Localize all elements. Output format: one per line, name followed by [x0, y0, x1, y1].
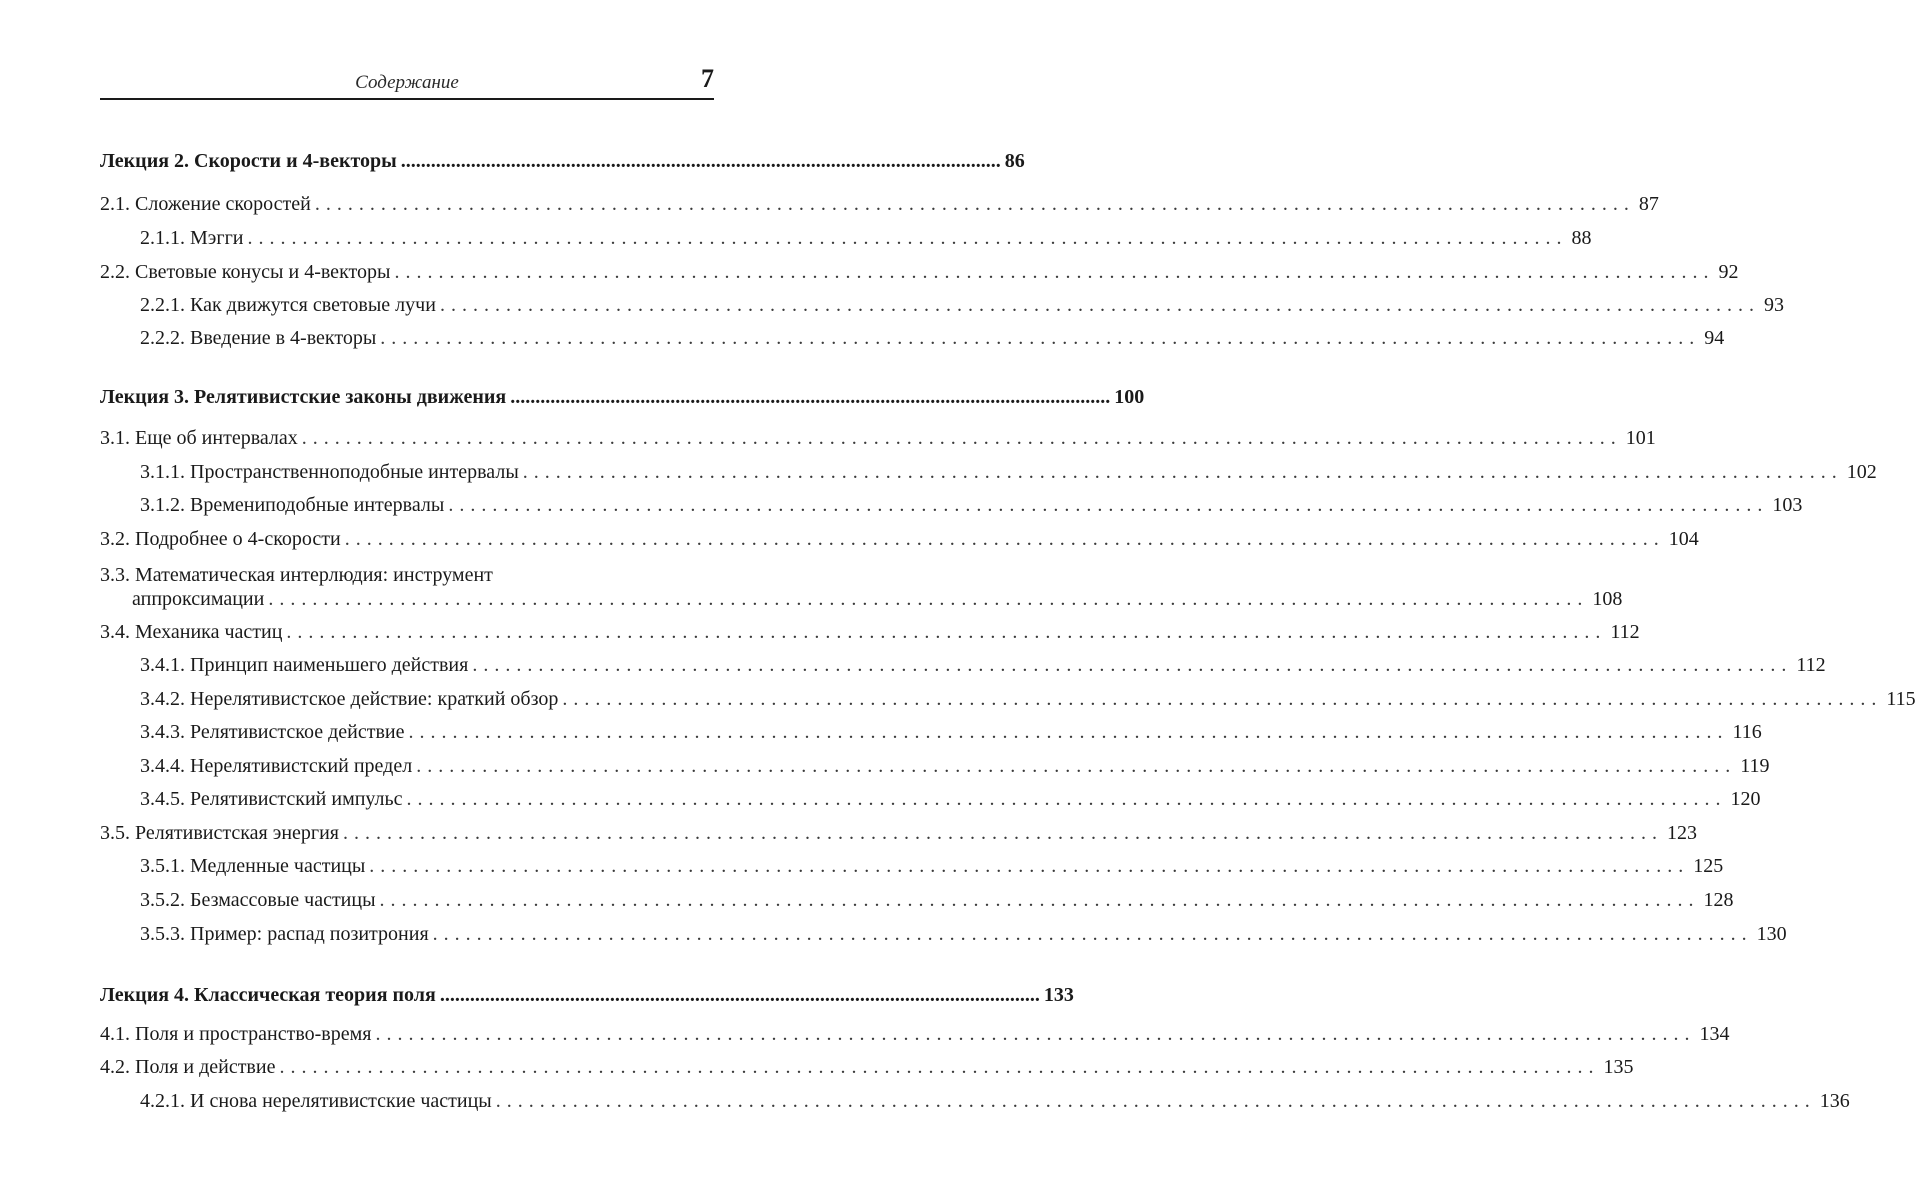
dot-leader: ........................................................................................................................ [522, 461, 1843, 483]
dot-leader: ........................................................................................................................ [380, 327, 1701, 349]
dot-leader: ........................................................................................................................ [279, 1056, 1600, 1078]
toc-page: 103 [1772, 494, 1803, 516]
dot-leader: ........................................................................................................................ [472, 654, 1793, 676]
toc-label: 3.4. Механика частиц [100, 621, 283, 643]
toc-page: 86 [1004, 150, 1025, 172]
toc-label: 3.5.2. Безмассовые частицы [140, 889, 376, 911]
toc-entry-wrapped-first-line[interactable]: 3.3. Математическая интерлюдия: инструмент [100, 564, 493, 586]
toc-entry[interactable] [140, 651, 1826, 679]
toc-page: 115 [1886, 688, 1916, 710]
toc-page: 104 [1668, 528, 1699, 550]
toc-page: 93 [1763, 294, 1784, 316]
dot-leader: ........................................................................................................................ [369, 855, 1690, 877]
dot-leader: ........................................................................................................................ [375, 1023, 1696, 1045]
toc-chapter-2[interactable] [100, 147, 1025, 175]
toc-label: 3.5.1. Медленные частицы [140, 855, 366, 877]
toc-label: 3.1.2. Времениподобные интервалы [140, 494, 445, 516]
toc-label: Лекция 2. Скорости и 4-векторы [100, 150, 397, 172]
toc-entry[interactable] [140, 718, 1762, 746]
toc-page: 130 [1756, 923, 1787, 945]
toc-label: 3.2. Подробнее о 4-скорости [100, 528, 341, 550]
toc-label: 2.1.1. Мэгги [140, 227, 244, 249]
dot-leader: ........................................................................................................................ [286, 621, 1607, 643]
dot-leader: ........................................................................................................................ [439, 294, 1760, 316]
toc-entry[interactable] [140, 1087, 1850, 1115]
dot-leader: ........................................................................................................................ [406, 788, 1727, 810]
dot-leader: ........................................................................................................................ [408, 721, 1729, 743]
dot-leader: ........................................................................................................................ [416, 755, 1737, 777]
toc-label: 3.4.1. Принцип наименьшего действия [140, 654, 469, 676]
toc-entry[interactable] [100, 258, 1739, 286]
toc-entry[interactable] [140, 785, 1761, 813]
toc-entry[interactable] [140, 920, 1787, 948]
toc-label: 3.4.4. Нерелятивистский предел [140, 755, 413, 777]
toc-entry[interactable] [100, 525, 1699, 553]
dot-leader: ........................................................................................................................ [394, 261, 1715, 283]
dot-leader: ........................................................................................................................ [432, 923, 1753, 945]
toc-label: 3.4.3. Релятивистское действие [140, 721, 405, 743]
dot-leader: ........................................................................................................................ [301, 427, 1622, 449]
toc-entry[interactable] [140, 291, 1784, 319]
dot-leader: ........................................................................................................................ [344, 528, 1665, 550]
toc-label: 2.2.1. Как движутся световые лучи [140, 294, 436, 316]
toc-page: 92 [1718, 261, 1739, 283]
toc-label: 3.5.3. Пример: распад позитрония [140, 923, 429, 945]
toc-label: 3.1.1. Пространственноподобные интервалы [140, 461, 519, 483]
toc-page: 112 [1796, 654, 1826, 676]
dot-leader: ........................................................................................................................ [379, 889, 1700, 911]
dot-leader: ........................................................................................................................ [510, 386, 1111, 408]
page-number: 7 [701, 64, 714, 93]
dot-leader: ........................................................................................................................ [439, 984, 1040, 1006]
toc-entry[interactable] [100, 585, 1623, 613]
header-title: Содержание [355, 72, 459, 93]
toc-page: 125 [1693, 855, 1724, 877]
toc-page: 102 [1846, 461, 1877, 483]
toc-label: Лекция 3. Релятивистские законы движения [100, 386, 507, 408]
toc-entry[interactable] [140, 491, 1803, 519]
toc-entry[interactable] [140, 324, 1725, 352]
toc-label: 4.2. Поля и действие [100, 1056, 276, 1078]
toc-page: 133 [1043, 984, 1074, 1006]
toc-entry[interactable] [100, 1020, 1730, 1048]
dot-leader: ........................................................................................................................ [247, 227, 1568, 249]
toc-page: 120 [1730, 788, 1761, 810]
dot-leader: ........................................................................................................................ [314, 193, 1635, 215]
toc-entry[interactable] [100, 424, 1656, 452]
toc-entry[interactable] [140, 224, 1592, 252]
toc-label: 2.2.2. Введение в 4-векторы [140, 327, 377, 349]
dot-leader: ........................................................................................................................ [495, 1090, 1816, 1112]
toc-page: 112 [1610, 621, 1640, 643]
toc-page: 94 [1704, 327, 1725, 349]
toc-page: 101 [1625, 427, 1656, 449]
toc-entry[interactable] [140, 886, 1734, 914]
toc-page: 100 [1114, 386, 1145, 408]
toc-page: 116 [1732, 721, 1762, 743]
toc-label: 4.1. Поля и пространство-время [100, 1023, 372, 1045]
toc-page: 128 [1703, 889, 1734, 911]
toc-page: 87 [1638, 193, 1659, 215]
dot-leader: ........................................................................................................................ [268, 588, 1589, 610]
toc-entry[interactable] [100, 190, 1659, 218]
toc-label: 2.1. Сложение скоростей [100, 193, 311, 215]
toc-page: 135 [1603, 1056, 1634, 1078]
toc-label: 3.1. Еще об интервалах [100, 427, 298, 449]
dot-leader: ........................................................................................................................ [448, 494, 1769, 516]
toc-page: 136 [1819, 1090, 1850, 1112]
toc-label: 4.2.1. И снова нерелятивистские частицы [140, 1090, 492, 1112]
toc-page: 134 [1699, 1023, 1730, 1045]
toc-entry[interactable] [140, 685, 1916, 713]
toc-page: 88 [1571, 227, 1592, 249]
toc-entry[interactable] [100, 819, 1698, 847]
toc-page: 123 [1667, 822, 1698, 844]
toc-label: 3.4.5. Релятивистский импульс [140, 788, 403, 810]
toc-entry[interactable] [100, 618, 1640, 646]
toc-entry[interactable] [140, 752, 1770, 780]
dot-leader: ........................................................................................................................ [343, 822, 1664, 844]
toc-label: Лекция 4. Классическая теория поля [100, 984, 436, 1006]
toc-label: 3.5. Релятивистская энергия [100, 822, 340, 844]
toc-label: 2.2. Световые конусы и 4-векторы [100, 261, 391, 283]
toc-label: 3.4.2. Нерелятивистское действие: краткий обзор [140, 688, 559, 710]
toc-chapter-4[interactable] [100, 981, 1074, 1009]
toc-label: аппроксимации [132, 588, 265, 610]
toc-chapter-3[interactable] [100, 383, 1145, 411]
toc-entry[interactable] [100, 1053, 1634, 1081]
dot-leader: ........................................................................................................................ [562, 688, 1883, 710]
dot-leader: ........................................................................................................................ [400, 150, 1001, 172]
toc-page: 108 [1592, 588, 1623, 610]
toc-entry[interactable] [140, 852, 1724, 880]
running-header [100, 66, 714, 100]
toc-entry[interactable] [140, 458, 1877, 486]
toc-page: 119 [1740, 755, 1770, 777]
